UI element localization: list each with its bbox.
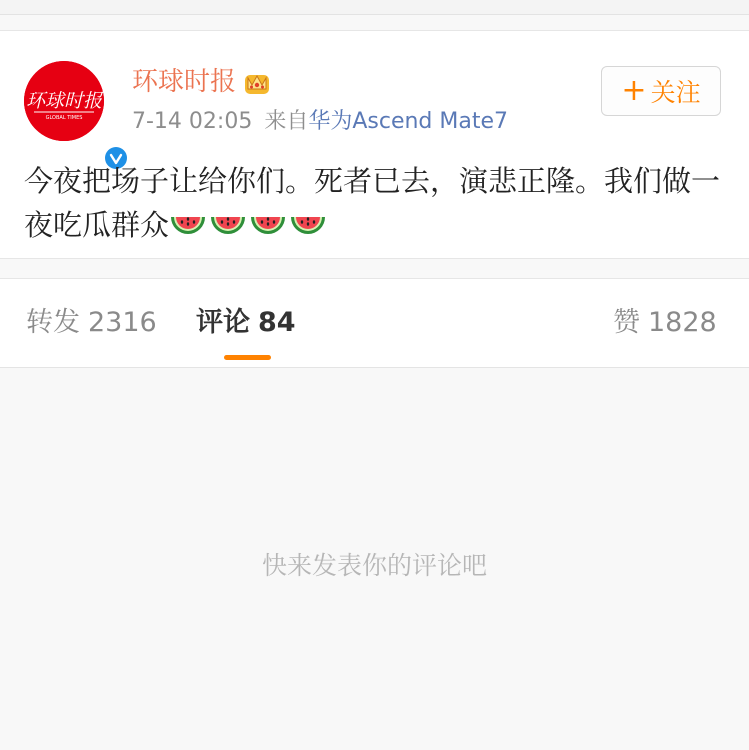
weibo-post-card (0, 30, 749, 259)
top-strip (0, 0, 749, 15)
source-prefix: 来自 (264, 109, 309, 134)
tab-reposts[interactable] (26, 305, 157, 341)
tab-likes[interactable] (613, 305, 717, 341)
author-name-text[interactable]: 环球时报 (132, 67, 237, 97)
tab-comments[interactable] (196, 305, 296, 341)
vip-crown-icon (242, 67, 272, 97)
tab-comments-label: 评论 (196, 307, 250, 338)
active-tab-indicator (224, 355, 271, 360)
watermelon-icon (249, 209, 287, 239)
avatar-logo (24, 61, 104, 141)
post-text: 今夜把场子让给你们。死者已去，演悲正隆。我们做一夜吃瓜群众 (24, 164, 721, 242)
author-name[interactable] (132, 65, 272, 99)
avatar-logo-text: 环球时报 (25, 90, 103, 112)
watermelon-icon (289, 209, 327, 239)
tab-comments-count: 84 (258, 307, 296, 338)
follow-button[interactable] (601, 66, 721, 116)
avatar[interactable] (24, 61, 104, 141)
follow-label: 关注 (650, 78, 701, 107)
tab-reposts-count: 2316 (88, 307, 157, 338)
avatar-logo-subtext: GLOBAL TIMES (45, 115, 83, 121)
empty-comments-prompt[interactable]: 快来发表你的评论吧 (261, 551, 487, 580)
tab-likes-count: 1828 (648, 307, 717, 338)
tab-reposts-label: 转发 (26, 307, 80, 338)
watermelon-icon (209, 209, 247, 239)
post-time: 7-14 02:05 (132, 109, 253, 134)
watermelon-icon (169, 209, 207, 239)
plus-icon: + (621, 73, 647, 108)
emoji-group (169, 208, 329, 242)
tab-likes-label: 赞 (613, 307, 640, 338)
post-content (24, 159, 724, 247)
source-link[interactable]: 华为Ascend Mate7 (308, 109, 509, 134)
interaction-tabs (0, 278, 749, 368)
post-meta (132, 107, 508, 137)
